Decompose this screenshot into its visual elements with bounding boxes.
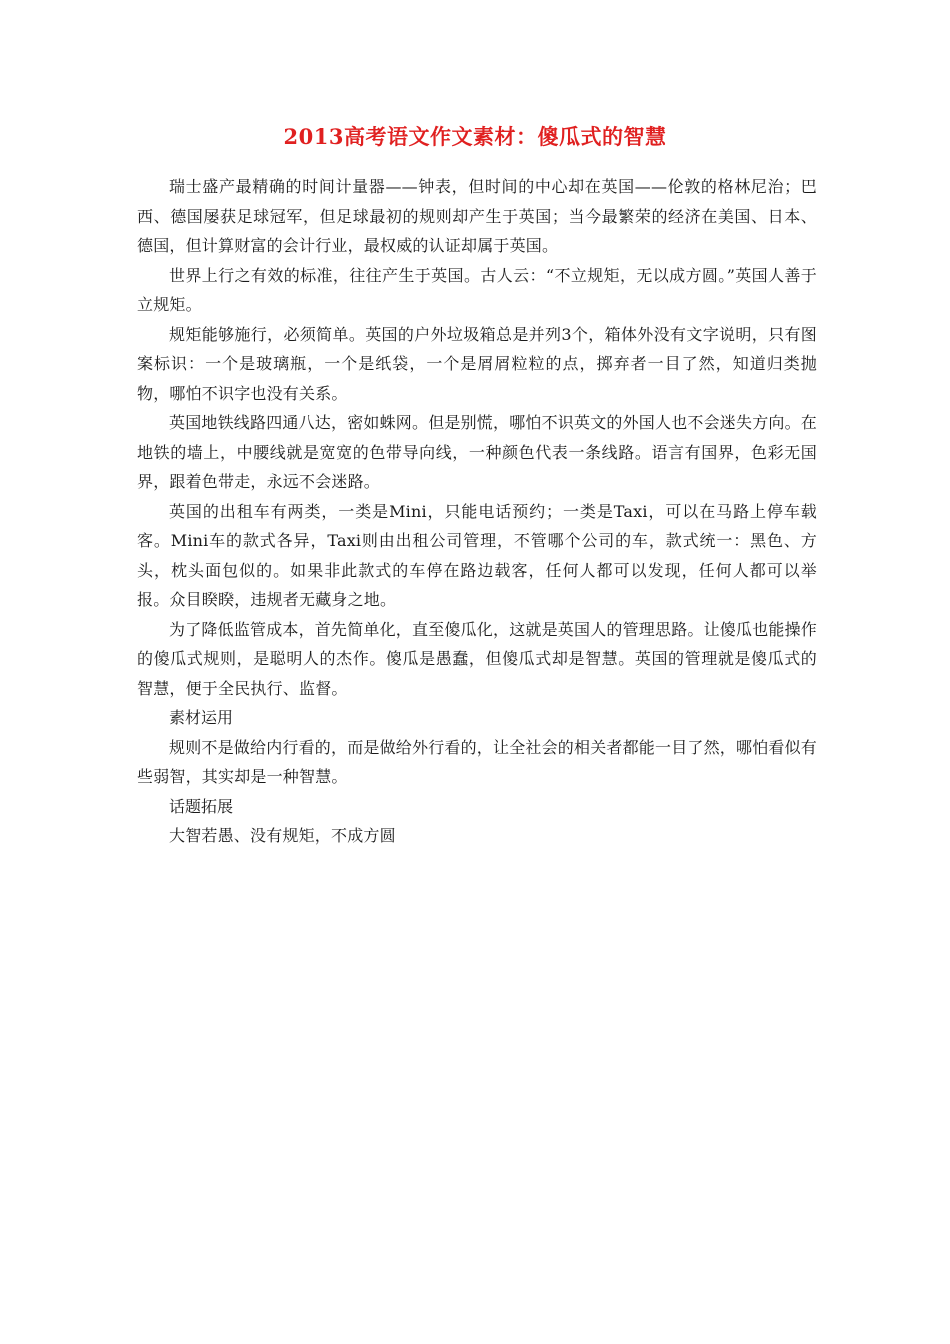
material-use-text: 规则不是做给内行看的，而是做给外行看的，让全社会的相关者都能一目了然，哪怕看似有些弱智，其实却是一种智慧。 [137, 737, 818, 786]
paragraph-6: 为了降低监管成本，首先简单化，直至傻瓜化，这就是英国人的管理思路。让傻瓜也能操作的傻瓜式规则，是聪明人的杰作。傻瓜是愚蠢，但傻瓜式却是智慧。英国的管理就是傻瓜式的智慧，便于全民执行、监督。 [137, 619, 818, 698]
material-use-heading: 素材运用 [169, 708, 234, 727]
paragraph-5: 英国的出租车有两类，一类是Mini，只能电话预约；一类是Taxi，可以在马路上停车载客。Mini车的款式各异，Taxi则由出租公司管理，不管哪个公司的车，款式统一：黑色、方头，枕头面包似的。如果非此款式的车停在路边载客，任何人都可以发现，任何人都可以举报。众目睽睽，违规者无藏身之地。 [137, 501, 817, 609]
document-body [137, 172, 817, 851]
topic-extension-text: 大智若愚、没有规矩，不成方圆 [169, 826, 396, 845]
paragraph-3: 规矩能够施行，必须简单。英国的户外垃圾箱总是并列3个，箱体外没有文字说明，只有图案标识：一个是玻璃瓶，一个是纸袋，一个是屑屑粒粒的点，掷弃者一目了然，知道归类抛物，哪怕不识字也没有关系。 [137, 324, 817, 403]
document-title: 2013高考语文作文素材：傻瓜式的智慧 [283, 124, 667, 149]
paragraph-2: 世界上行之有效的标准，往往产生于英国。古人云：“不立规矩，无以成方圆。”英国人善于立规矩。 [137, 265, 817, 314]
topic-extension-heading: 话题拓展 [169, 796, 234, 816]
paragraph-1: 瑞士盛产最精确的时间计量器——钟表，但时间的中心却在英国——伦敦的格林尼治；巴西、德国屡获足球冠军，但足球最初的规则却产生于英国；当今最繁荣的经济在美国、日本、德国，但计算财富的会计行业，最权威的认证却属于英国。 [137, 177, 817, 255]
paragraph-4: 英国地铁线路四通八达，密如蛛网。但是别慌，哪怕不识英文的外国人也不会迷失方向。在地铁的墙上，中腰线就是宽宽的色带导向线，一种颜色代表一条线路。语言有国界，色彩无国界，跟着色带走，永远不会迷路。 [137, 413, 818, 491]
